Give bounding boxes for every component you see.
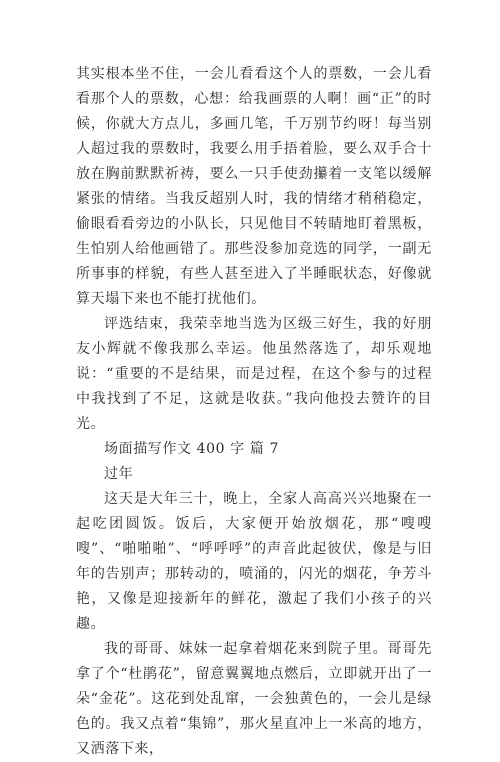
essay-title: 过年 xyxy=(104,466,134,482)
section-title: 场面描写作文 400 字 篇 7 xyxy=(104,441,280,457)
document-body xyxy=(76,62,432,762)
paragraph-3: 这天是大年三十，晚上，全家人高高兴兴地聚在一起吃团圆饭。饭后，大家便开始放烟花，那“嗖嗖嗖”、“啪啪啪”、“呼呼呼”的声音此起彼伏，像是与旧年的告别声；那转动的，喷涌的，闪光的烟花，争芳斗艳，又像是迎接新年的鲜花，激起了我们小孩子的兴趣。 xyxy=(76,491,432,632)
paragraph-1: 其实根本坐不住，一会儿看看这个人的票数，一会儿看看那个人的票数，心想：给我画票的人啊！画“正”的时候，你就大方点儿，多画几笔，千万别节约呀！每当别人超过我的票数时，我要么用手捂着脸，要么双手合十放在胸前默默祈祷，要么一只手使劲攥着一支笔以缓解紧张的情绪。当我反超别人时，我的情绪才稍稍稳定，偷眼看看旁边的小队长，只见他目不转睛地盯着黑板，生怕别人给他画错了。那些没参加竞选的同学，一副无所事事的样貌，有些人甚至进入了半睡眠状态，好像就算天塌下来也不能打扰他们。 xyxy=(76,66,432,307)
paragraph-2: 评选结束，我荣幸地当选为区级三好生，我的好朋友小辉就不像我那么幸运。他虽然落选了，却乐观地说：“重要的不是结果，而是过程，在这个参与的过程中我找到了不足，这就是收获。”我向他投去赞许的目光。 xyxy=(76,316,432,432)
paragraph-4: 我的哥哥、妹妹一起拿着烟花来到院子里。哥哥先拿了个“杜鹃花”，留意翼翼地点燃后，立即就开出了一朵“金花”。这花到处乱窜，一会独黄色的，一会儿是绿色的。我又点着“集锦”，那火星直冲上一米高的地方，又洒落下来， xyxy=(76,641,432,757)
